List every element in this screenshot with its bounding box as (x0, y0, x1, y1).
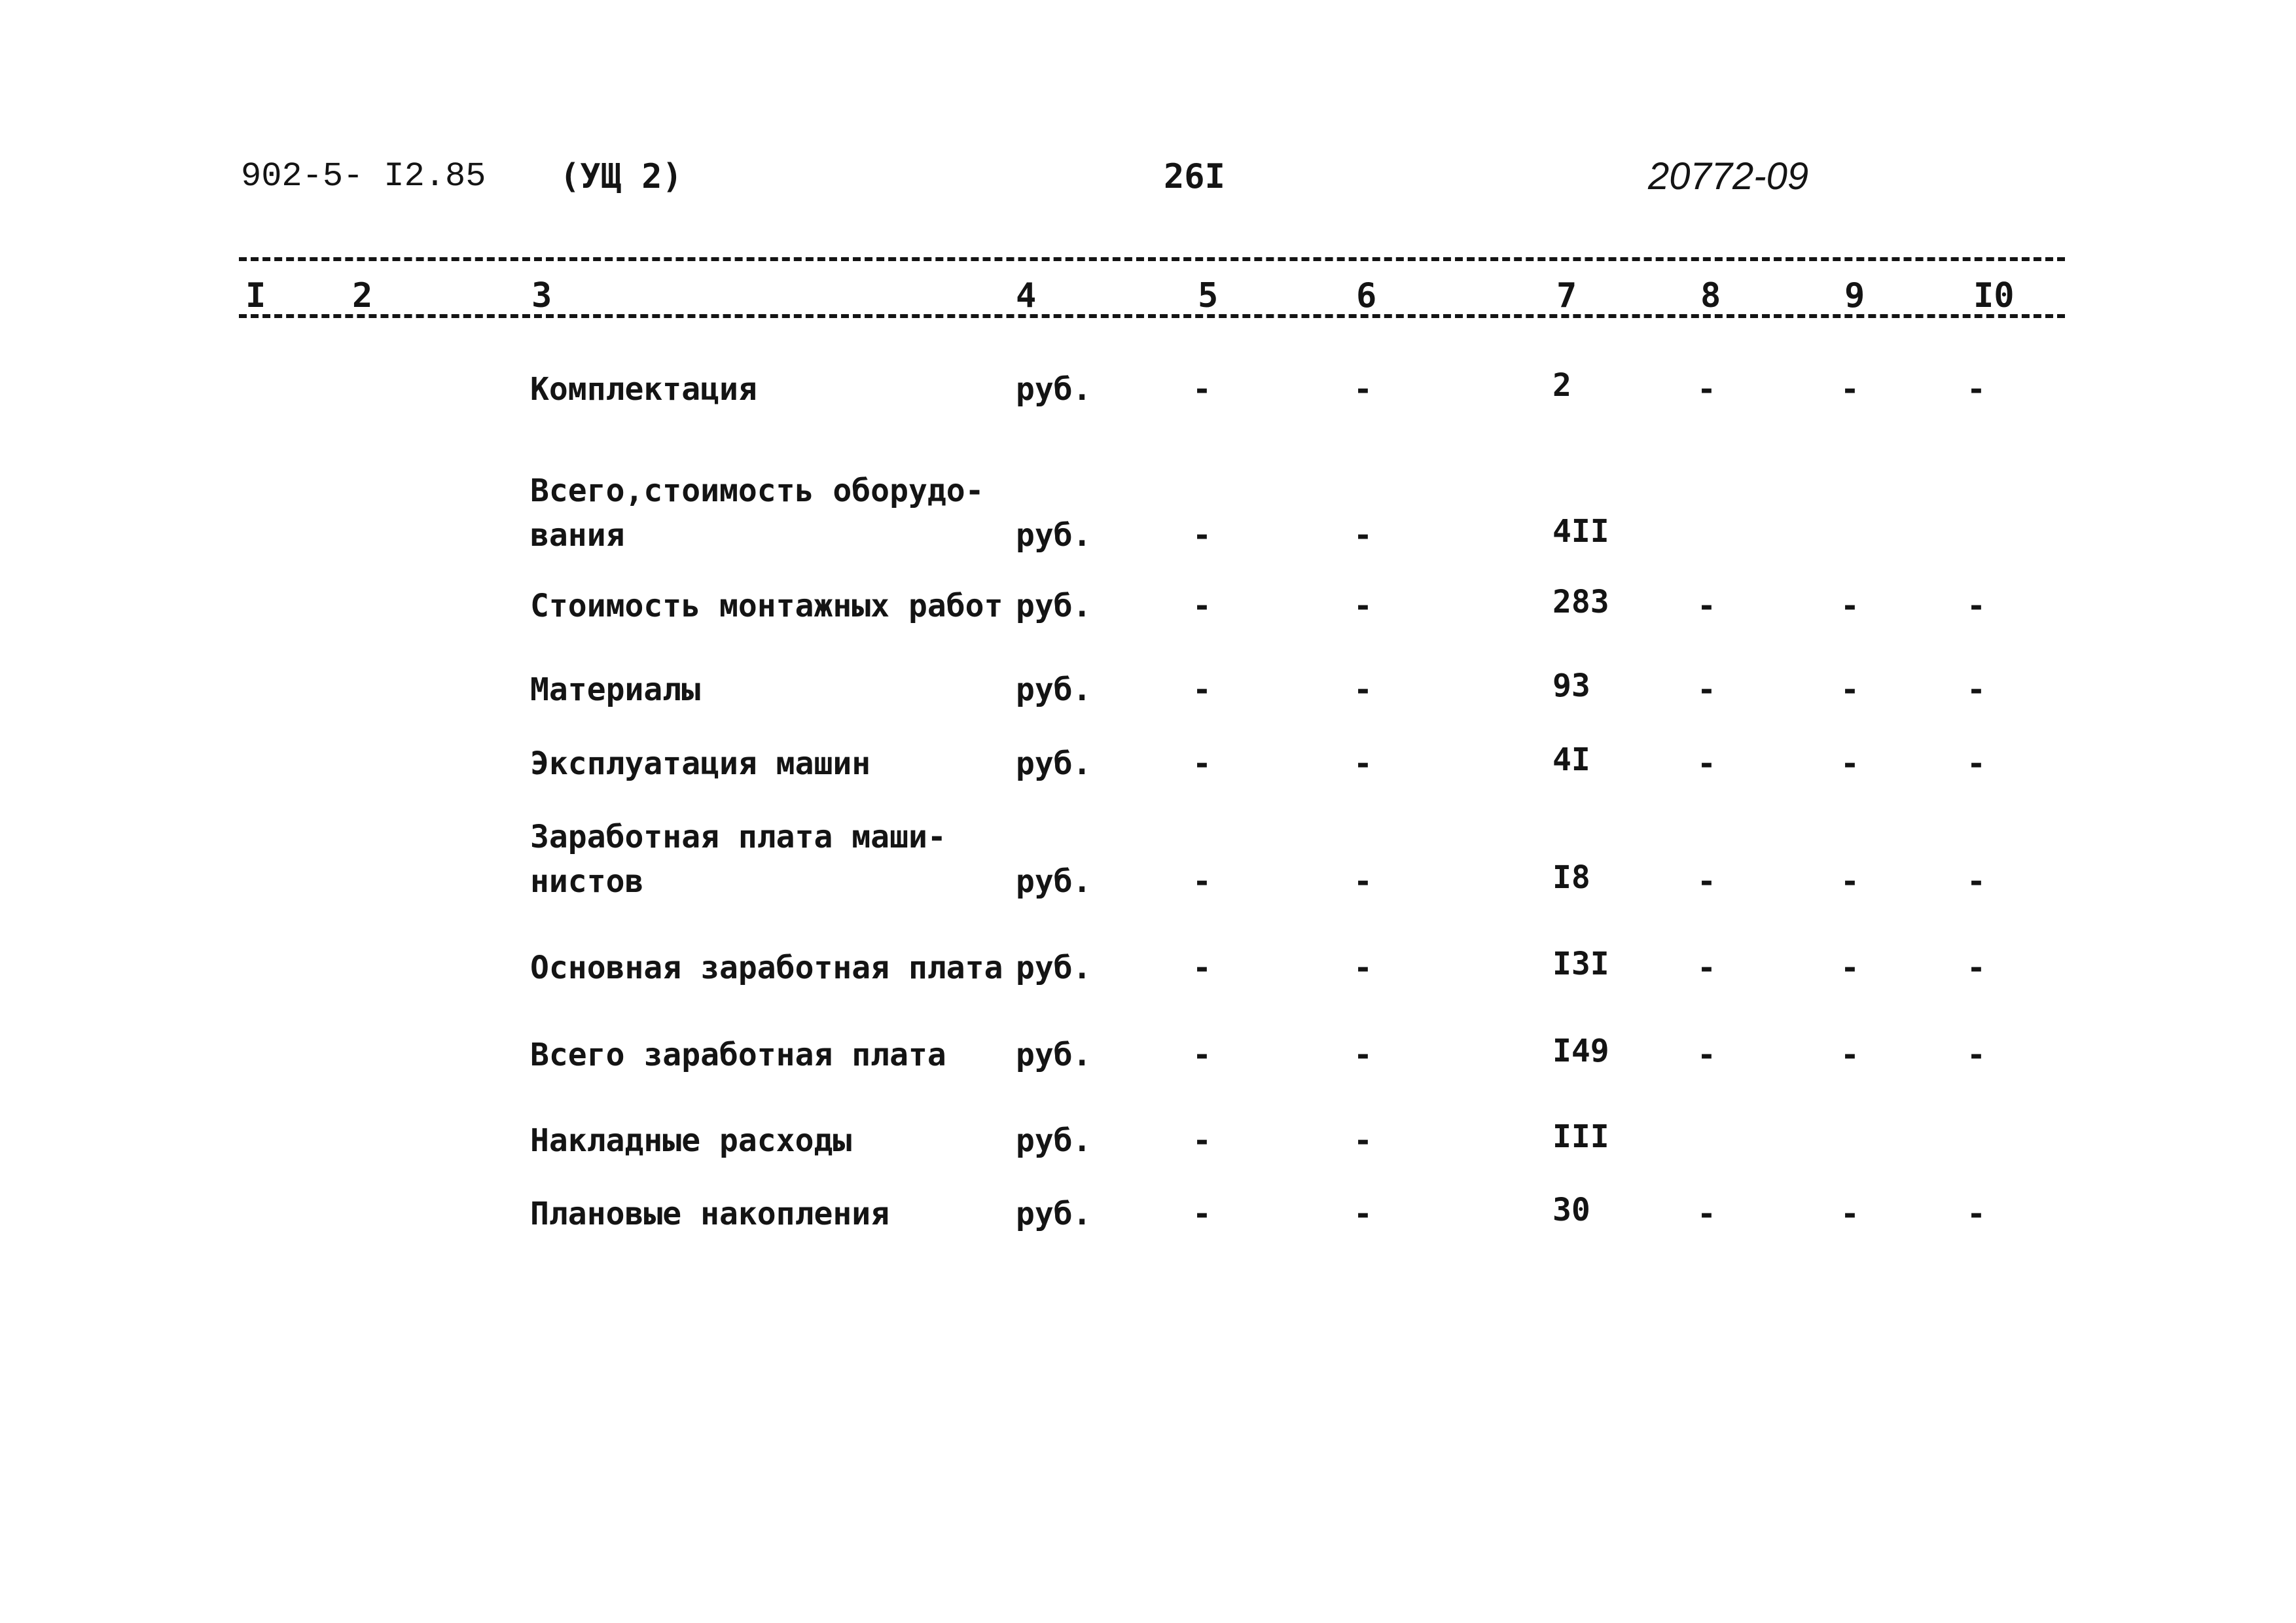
row-col6: - (1354, 1122, 1372, 1159)
row-col7: I49 (1552, 1033, 1609, 1069)
row-col5: - (1193, 517, 1211, 554)
row-col5: - (1193, 950, 1211, 986)
row-unit: руб. (1016, 1122, 1092, 1159)
row-col10: - (1967, 371, 1986, 408)
row-unit: руб. (1016, 863, 1092, 900)
row-unit: руб. (1016, 950, 1092, 986)
column-number-3: 3 (531, 276, 552, 315)
row-unit: руб. (1016, 745, 1092, 782)
row-col10: - (1967, 588, 1986, 624)
column-number-6: 6 (1356, 276, 1377, 315)
page-number: 26I (1164, 157, 1225, 196)
row-col5: - (1193, 1196, 1211, 1232)
row-col6: - (1354, 371, 1372, 408)
row-col8: - (1697, 863, 1716, 900)
row-unit: руб. (1016, 588, 1092, 624)
column-number-5: 5 (1198, 276, 1219, 315)
row-col9: - (1840, 588, 1859, 624)
row-col6: - (1354, 1037, 1372, 1073)
row-label: Заработная плата маши- (530, 819, 946, 855)
row-col10: - (1967, 1037, 1986, 1073)
row-label: Всего,стоимость оборудо- (530, 473, 984, 509)
row-col7: 30 (1552, 1192, 1590, 1228)
row-col6: - (1354, 517, 1372, 554)
row-col8: - (1697, 1196, 1716, 1232)
row-unit: руб. (1016, 671, 1092, 708)
row-col8: - (1697, 371, 1716, 408)
column-number-4: 4 (1016, 276, 1037, 315)
row-col7: 2 (1552, 367, 1571, 404)
row-col5: - (1193, 1122, 1211, 1159)
row-col8: - (1697, 671, 1716, 708)
row-col7: 4II (1552, 513, 1609, 550)
row-col10: - (1967, 863, 1986, 900)
row-col5: - (1193, 745, 1211, 782)
row-label: Материалы (530, 671, 701, 708)
row-col10: - (1967, 950, 1986, 986)
row-label: Накладные расходы (530, 1122, 852, 1159)
row-col6: - (1354, 1196, 1372, 1232)
column-number-8: 8 (1700, 276, 1721, 315)
row-col9: - (1840, 1196, 1859, 1232)
column-number-7: 7 (1556, 276, 1577, 315)
row-col8: - (1697, 950, 1716, 986)
row-col6: - (1354, 950, 1372, 986)
row-unit: руб. (1016, 517, 1092, 554)
table-header-rule (239, 314, 2065, 318)
row-label: Плановые накопления (530, 1196, 890, 1232)
row-col8: - (1697, 588, 1716, 624)
row-col7: 93 (1552, 668, 1590, 704)
table-top-rule (239, 257, 2065, 261)
row-col5: - (1193, 863, 1211, 900)
row-col6: - (1354, 588, 1372, 624)
row-label-continued: нистов (530, 863, 644, 900)
row-col7: III (1552, 1118, 1609, 1155)
row-col10: - (1967, 1196, 1986, 1232)
column-number-9: 9 (1844, 276, 1865, 315)
row-col7: 4I (1552, 741, 1590, 778)
row-col9: - (1840, 950, 1859, 986)
row-col5: - (1193, 671, 1211, 708)
row-unit: руб. (1016, 1037, 1092, 1073)
column-number-10: I0 (1973, 276, 2015, 315)
row-label: Всего заработная плата (530, 1037, 946, 1073)
document-code: 902-5- I2.85 (241, 157, 486, 196)
row-col5: - (1193, 588, 1211, 624)
row-col5: - (1193, 1037, 1211, 1073)
row-col10: - (1967, 745, 1986, 782)
row-unit: руб. (1016, 1196, 1092, 1232)
column-number-2: 2 (352, 276, 373, 315)
row-label: Эксплуатация машин (530, 745, 871, 782)
row-label: Стоимость монтажных работ (530, 588, 1003, 624)
row-unit: руб. (1016, 371, 1092, 408)
row-col6: - (1354, 671, 1372, 708)
document-number: 20772-09 (1648, 155, 1809, 198)
row-col7: I3I (1552, 946, 1609, 982)
row-label: Основная заработная плата (530, 950, 1003, 986)
row-label: Комплектация (530, 371, 757, 408)
row-col7: I8 (1552, 859, 1590, 896)
row-col9: - (1840, 745, 1859, 782)
row-col5: - (1193, 371, 1211, 408)
row-col8: - (1697, 745, 1716, 782)
row-col6: - (1354, 745, 1372, 782)
column-number-1: I (245, 276, 266, 315)
row-col6: - (1354, 863, 1372, 900)
row-col7: 283 (1552, 584, 1609, 620)
row-col10: - (1967, 671, 1986, 708)
row-col9: - (1840, 863, 1859, 900)
row-col9: - (1840, 1037, 1859, 1073)
row-col9: - (1840, 371, 1859, 408)
row-label-continued: вания (530, 517, 625, 554)
series-label: (УЩ 2) (560, 157, 683, 196)
row-col8: - (1697, 1037, 1716, 1073)
row-col9: - (1840, 671, 1859, 708)
